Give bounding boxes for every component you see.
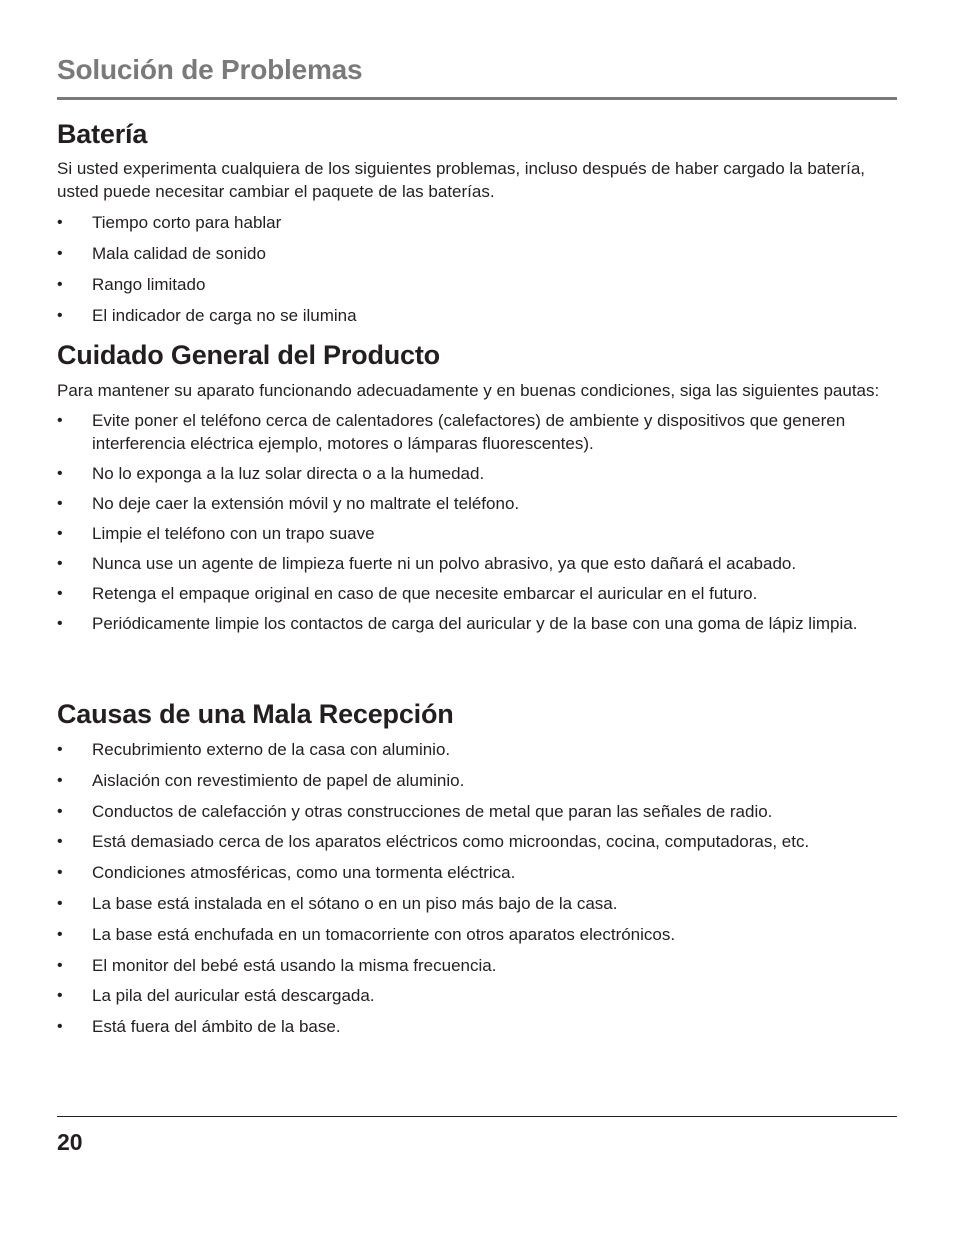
bullet-list-cuidado-general — [57, 409, 897, 635]
list-item: • No deje caer la extensión móvil y no maltrate el teléfono. — [57, 492, 897, 515]
list-item: • El monitor del bebé está usando la misma frecuencia. — [57, 954, 897, 977]
list-item: • No lo exponga a la luz solar directa o a la humedad. — [57, 462, 897, 485]
list-item: • Conductos de calefacción y otras construcciones de metal que paran las señales de radio. — [57, 800, 897, 823]
section-cuidado-general — [57, 339, 897, 642]
list-item: • Mala calidad de sonido — [57, 242, 897, 265]
bullet-list-causas-mala-recepcion — [57, 738, 897, 1038]
list-item: • Recubrimiento externo de la casa con aluminio. — [57, 738, 897, 761]
list-item: • Nunca use un agente de limpieza fuerte ni un polvo abrasivo, ya que esto dañará el acabado. — [57, 552, 897, 575]
section-heading-bateria: Batería — [57, 119, 148, 149]
page-number: 20 — [57, 1129, 83, 1155]
list-item: • La base está instalada en el sótano o en un piso más bajo de la casa. — [57, 892, 897, 915]
section-causas-mala-recepcion — [57, 698, 897, 1046]
list-item: • Condiciones atmosféricas, como una tormenta eléctrica. — [57, 861, 897, 884]
page-title: Solución de Problemas — [57, 54, 363, 85]
section-intro-cuidado-general: Para mantener su aparato funcionando adecuadamente y en buenas condiciones, siga las siguientes pautas: — [57, 381, 880, 400]
bullet-list-bateria — [57, 211, 897, 327]
list-item: • Limpie el teléfono con un trapo suave — [57, 522, 897, 545]
list-item: • Retenga el empaque original en caso de que necesite embarcar el auricular en el futuro. — [57, 582, 897, 605]
list-item: • Tiempo corto para hablar — [57, 211, 897, 234]
list-item: • Está fuera del ámbito de la base. — [57, 1015, 897, 1038]
section-heading-cuidado-general: Cuidado General del Producto — [57, 340, 440, 370]
list-item: • La base está enchufada en un tomacorriente con otros aparatos electrónicos. — [57, 923, 897, 946]
list-item: • La pila del auricular está descargada. — [57, 984, 897, 1007]
list-item: • Está demasiado cerca de los aparatos eléctricos como microondas, cocina, computadoras, etc. — [57, 830, 897, 853]
list-item: • Aislación con revestimiento de papel de aluminio. — [57, 769, 897, 792]
title-divider — [57, 97, 897, 100]
list-item: • Periódicamente limpie los contactos de carga del auricular y de la base con una goma de lápiz limpia. — [57, 612, 897, 635]
list-item: • El indicador de carga no se ilumina — [57, 304, 897, 327]
list-item: • Evite poner el teléfono cerca de calentadores (calefactores) de ambiente y dispositivos que generen interferencia eléctrica ejemplo, motores o lámparas fluorescentes). — [57, 409, 897, 455]
section-intro-bateria: Si usted experimenta cualquiera de los siguientes problemas, incluso después de haber cargado la batería, usted puede necesitar cambiar el paquete de las baterías. — [57, 159, 865, 201]
manual-page — [57, 0, 897, 1235]
list-item: • Rango limitado — [57, 273, 897, 296]
section-heading-causas-mala-recepcion: Causas de una Mala Recepción — [57, 699, 454, 729]
section-bateria — [57, 118, 897, 335]
footer-divider — [57, 1116, 897, 1117]
